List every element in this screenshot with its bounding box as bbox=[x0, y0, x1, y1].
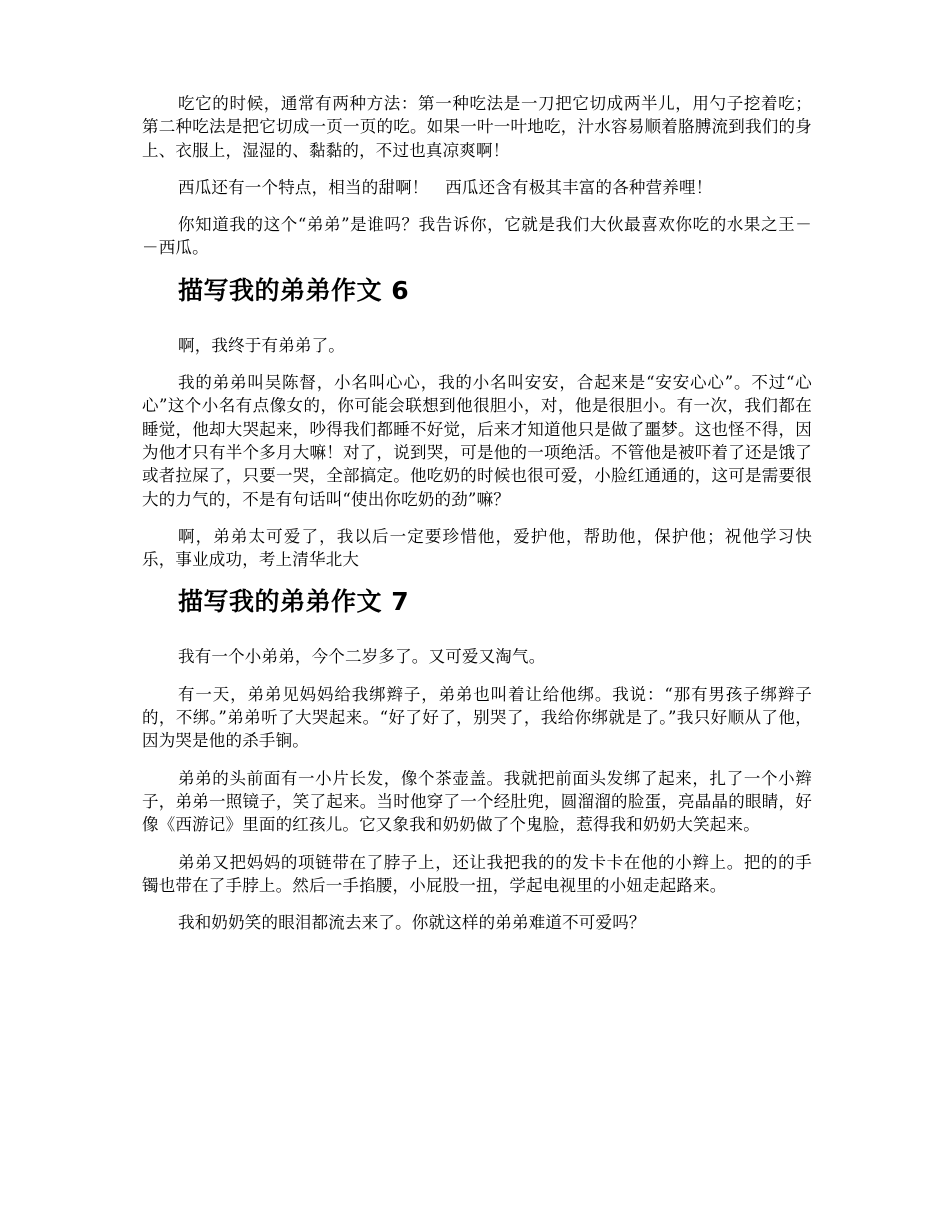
section-heading: 描写我的弟弟作文 6 bbox=[178, 275, 410, 305]
paragraph: 吃它的时候，通常有两种方法：第一种吃法是一刀把它切成两半儿，用勺子挖着吃；第二种吃法是把它切成一页一页的吃。如果一叶一叶地吃，汁水容易顺着胳膊流到我们的身上、衣服上，湿湿的、黏黏的，不过也真凉爽啊！ bbox=[142, 94, 812, 160]
paragraph: 我和奶奶笑的眼泪都流去来了。你就这样的弟弟难道不可爱吗？ bbox=[178, 913, 646, 933]
paragraph: 西瓜还有一个特点，相当的甜啊！ 西瓜还含有极其丰富的各种营养哩！ bbox=[178, 177, 713, 197]
paragraph: 弟弟的头前面有一小片长发，像个茶壶盖。我就把前面头发绑了起来，扎了一个小辫子，弟弟一照镜子，笑了起来。当时他穿了一个经肚兜，圆溜溜的脸蛋，亮晶晶的眼睛，好像《西游记》里面的红孩儿。它又象我和奶奶做了个鬼脸，惹得我和奶奶大笑起来。 bbox=[142, 768, 812, 835]
paragraph: 你知道我的这个“弟弟”是谁吗？我告诉你，它就是我们大伙最喜欢你吃的水果之王－－西瓜。 bbox=[142, 215, 812, 258]
paragraph: 弟弟又把妈妈的项链带在了脖子上，还让我把我的的发卡卡在他的小辫上。把的的手镯也带在了手脖上。然后一手掐腰，小屁股一扭，学起电视里的小妞走起路来。 bbox=[142, 852, 812, 895]
document-page bbox=[142, 92, 812, 934]
paragraph: 我有一个小弟弟，今个二岁多了。又可爱又淘气。 bbox=[178, 647, 546, 667]
paragraph: 有一天，弟弟见妈妈给我绑辫子，弟弟也叫着让给他绑。我说：“那有男孩子绑辫子的，不绑。”弟弟听了大哭起来。“好了好了，别哭了，我给你绑就是了。”我只好顺从了他，因为哭是他的杀手锏。 bbox=[142, 684, 812, 751]
section-heading: 描写我的弟弟作文 7 bbox=[178, 587, 410, 617]
paragraph: 啊，弟弟太可爱了，我以后一定要珍惜他，爱护他，帮助他，保护他；祝他学习快乐，事业成功，考上清华北大 bbox=[142, 526, 812, 570]
paragraph: 我的弟弟叫吴陈督，小名叫心心，我的小名叫安安，合起来是“安安心心”。不过“心心”这个小名有点像女的，你可能会联想到他很胆小，对，他是很胆小。有一次，我们都在睡觉，他却大哭起来，吵得我们都睡不好觉，后来才知道他只是做了噩梦。这也怪不得，因为他才只有半个多月大嘛！对了，说到哭，可是他的一项绝活。不管他是被吓着了还是饿了或者拉屎了，只要一哭，全部搞定。他吃奶的时候也很可爱，小脸红通通的，这可是需要很大的力气的，不是有句话叫“使出你吃奶的劲”嘛？ bbox=[142, 373, 812, 509]
paragraph: 啊，我终于有弟弟了。 bbox=[178, 335, 345, 355]
